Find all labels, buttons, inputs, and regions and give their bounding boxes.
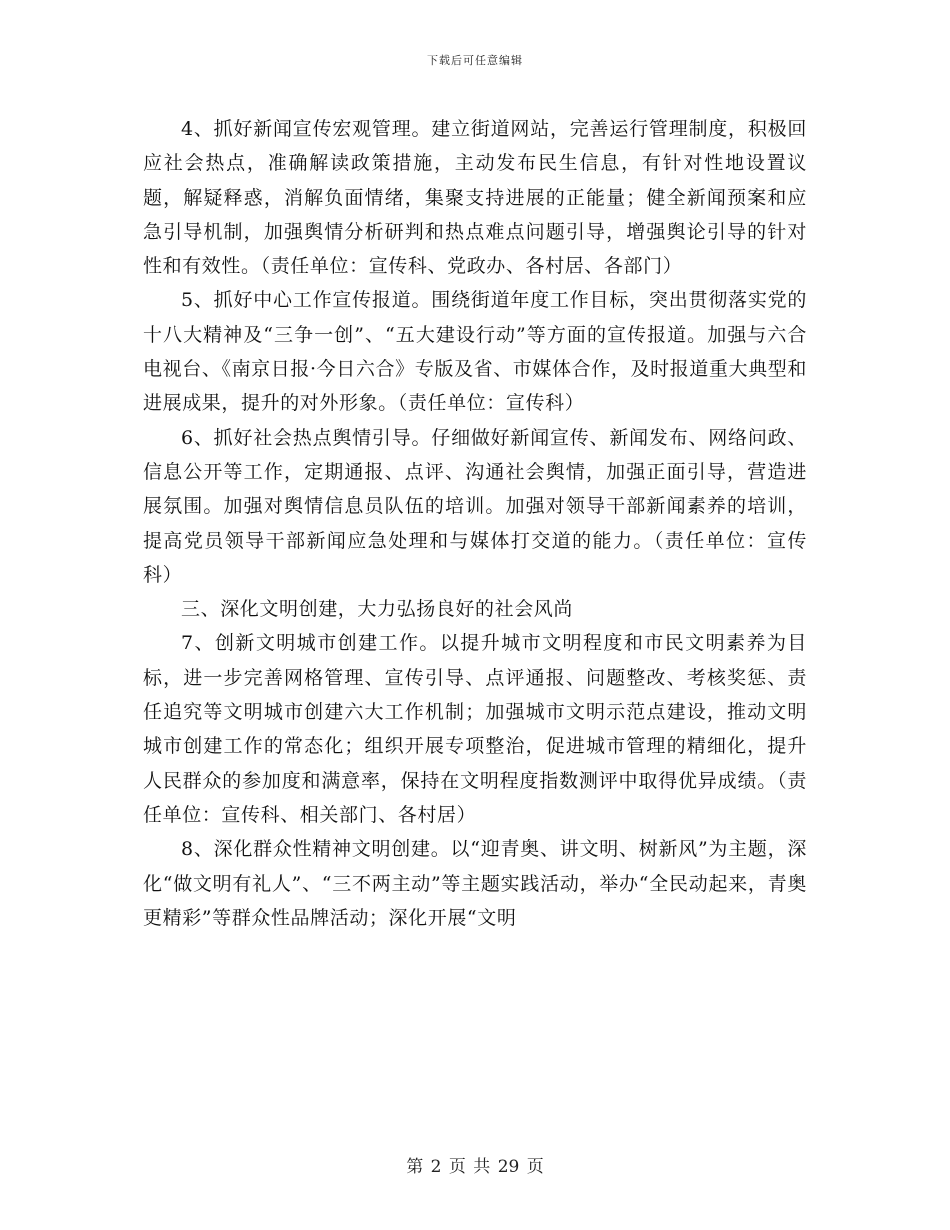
paragraph-item-8: 8、深化群众性精神文明创建。以“迎青奥、讲文明、树新风”为主题，深化“做文明有礼人”、“三不两主动”等主题实践活动，举办“全民动起来，青奥更精彩”等群众性品牌活动；深化开展“文明 (143, 838, 807, 929)
paragraph-item-6: 6、抓好社会热点舆情引导。仔细做好新闻宣传、新闻发布、网络问政、信息公开等工作，定期通报、点评、沟通社会舆情，加强正面引导，营造进展氛围。加强对舆情信息员队伍的培训。加强对领导干部新闻素养的培训，提高党员领导干部新闻应急处理和与媒体打交道的能力。（责任单位：宣传科） (143, 426, 807, 586)
paragraph-item-4: 4、抓好新闻宣传宏观管理。建立街道网站，完善运行管理制度，积极回应社会热点，准确解读政策措施，主动发布民生信息，有针对性地设置议题，解疑释惑，消解负面情绪，集聚支持进展的正能量；健全新闻预案和应急引导机制，加强舆情分析研判和热点难点问题引导，增强舆论引导的针对性和有效性。（责任单位：宣传科、党政办、各村居、各部门） (143, 118, 807, 278)
page-number-footer: 第 2 页 共 29 页 (406, 1157, 544, 1177)
paragraph-item-5: 5、抓好中心工作宣传报道。围绕街道年度工作目标，突出贯彻落实党的十八大精神及“三争一创”、“五大建设行动”等方面的宣传报道。加强与六合电视台、《南京日报·今日六合》专版及省、市媒体合作，及时报道重大典型和进展成果，提升的对外形象。（责任单位：宣传科） (143, 289, 807, 415)
paragraph-item-7: 7、创新文明城市创建工作。以提升城市文明程度和市民文明素养为目标，进一步完善网格管理、宣传引导、点评通报、问题整改、考核奖惩、责任追究等文明城市创建六大工作机制；加强城市文明示范点建设，推动文明城市创建工作的常态化；组织开展专项整治，促进城市管理的精细化，提升人民群众的参加度和满意率，保持在文明程度指数测评中取得优异成绩。（责任单位：宣传科、相关部门、各村居） (143, 632, 807, 826)
page-header-note: 下载后可任意编辑 (427, 54, 523, 67)
document-body (143, 112, 807, 935)
section-heading-3: 三、深化文明创建，大力弘扬良好的社会风尚 (181, 598, 574, 621)
